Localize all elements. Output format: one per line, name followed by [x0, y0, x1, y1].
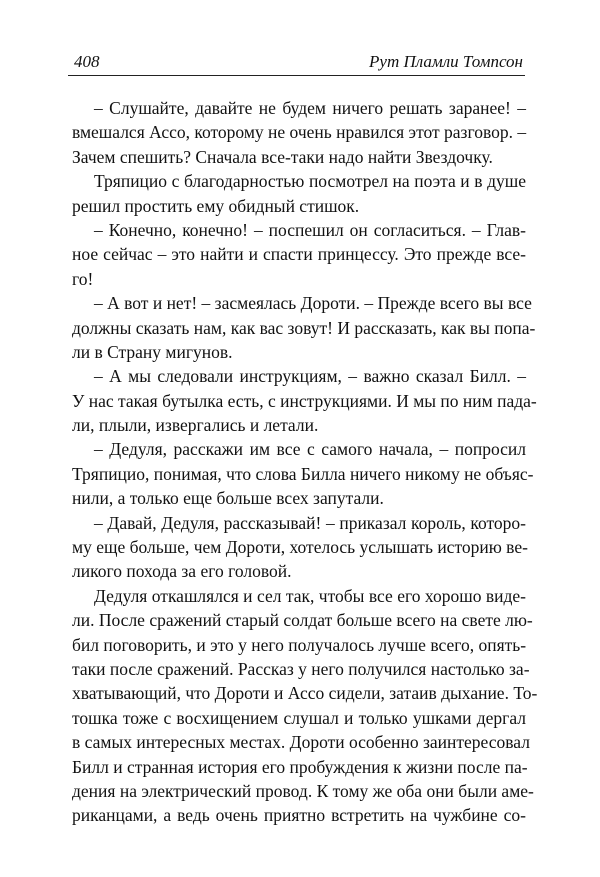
body-text [72, 96, 538, 828]
text-line: Тряпицио с благодарностью посмотрел на поэта и в душе [94, 171, 526, 192]
paragraph [72, 584, 538, 828]
paragraph [72, 437, 534, 510]
text-line: Зачем спешить? Сначала все-таки надо найти Звездочку. [72, 146, 493, 167]
page-number: 408 [74, 52, 100, 71]
running-header [68, 50, 525, 76]
text-line: решил простить ему обидный стишок. [72, 195, 360, 216]
text-line: Дедуля откашлялся и сел так, чтобы все его хорошо виде- [94, 585, 526, 606]
text-line: вмешался Ассо, которому не очень нравился этот разговор. – [72, 122, 527, 143]
text-line: му еще больше, чем Дороти, хотелось услышать историю ве- [72, 537, 528, 558]
text-line: ное сейчас – это найти и спасти принцессу. Это прежде все- [72, 244, 526, 265]
text-line: ли в Страну мигунов. [72, 341, 233, 362]
text-line: ли. После сражений старый солдат больше всего на свете лю- [72, 610, 533, 631]
text-line: должны сказать нам, как вас зовут! И рассказать, как вы попа- [72, 317, 536, 338]
text-line: го! [72, 268, 94, 289]
paragraph [72, 364, 537, 437]
text-line: ли, плыли, извергались и летали. [72, 415, 319, 436]
text-line: риканцами, а ведь очень приятно встретить на чужбине со- [72, 805, 526, 826]
text-line: Билл и странная история его пробуждения к жизни после па- [72, 756, 528, 777]
text-line: таки после сражений. Рассказ у него получился настолько за- [72, 658, 530, 679]
text-line: – Конечно, конечно! – поспешил он согласиться. – Глав- [94, 219, 526, 240]
text-line: ликого похода за его головой. [72, 561, 292, 582]
text-line: бил поговорить, и это у него получалось лучше всего, опять- [72, 634, 527, 655]
paragraph [72, 511, 526, 584]
text-line: в самых интересных местах. Дороти особенно заинтересовал [72, 732, 530, 753]
paragraph [72, 96, 526, 169]
text-line: – Слушайте, давайте не будем ничего решать заранее! – [94, 98, 526, 118]
text-line: У нас такая бутылка есть, с инструкциями. И мы по ним пада- [72, 390, 537, 411]
paragraph [72, 169, 526, 218]
text-line: Тряпицио, понимая, что слова Билла ничего никому не объяс- [72, 463, 534, 484]
text-line: хватывающий, что Дороти и Ассо сидели, затаив дыхание. То- [72, 683, 538, 704]
header-rule [68, 75, 525, 76]
text-line: нили, а только еще больше всех запутали. [72, 488, 384, 509]
paragraph [72, 291, 536, 364]
text-line: – А мы следовали инструкциям, – важно сказал Билл. – [94, 366, 526, 387]
text-line: дения на электрический провод. К тому же оба они были аме- [72, 780, 534, 801]
paragraph [72, 218, 526, 291]
text-line: – А вот и нет! – засмеялась Дороти. – Прежде всего вы все [94, 293, 532, 314]
text-line: – Дедуля, расскажи им все с самого начала, – попросил [94, 439, 526, 460]
text-line: – Давай, Дедуля, рассказывай! – приказал король, которо- [94, 512, 526, 533]
running-title: Рут Пламли Томпсон [369, 52, 523, 71]
text-line: тошка тоже с восхищением слушал и только ушками дергал [72, 707, 526, 728]
